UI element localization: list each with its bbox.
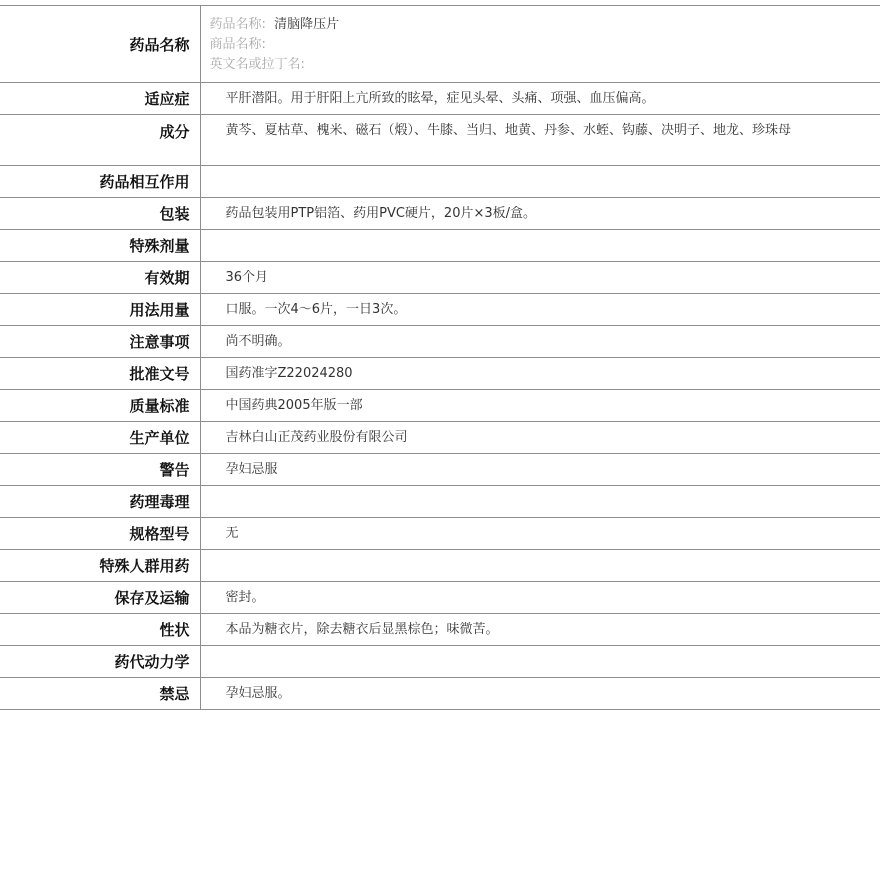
manufacturer-value: 吉林白山正茂药业股份有限公司 (225, 430, 408, 445)
shelf-life-label: 有效期 (0, 262, 200, 294)
row-manufacturer (0, 422, 880, 454)
description-label: 性状 (0, 614, 200, 646)
dosage-value: 口服。一次4～6片，一日3次。 (225, 302, 407, 317)
specification-value: 无 (225, 526, 239, 541)
row-packaging (0, 198, 880, 230)
precautions-label: 注意事项 (0, 326, 200, 358)
row-special-populations (0, 550, 880, 582)
packaging-value: 药品包装用PTP铝箔、药用PVC硬片，20片×3板/盒。 (225, 206, 537, 221)
drug-interactions-label: 药品相互作用 (0, 166, 200, 198)
ingredients-cell (200, 115, 880, 166)
generic-name-line (210, 15, 880, 35)
row-description (0, 614, 880, 646)
dosage-label: 用法用量 (0, 294, 200, 326)
drug-name-label: 药品名称 (0, 6, 200, 83)
contraindications-label: 禁忌 (0, 678, 200, 710)
row-precautions (0, 326, 880, 358)
generic-name-key: 药品名称: (209, 17, 266, 32)
row-specification (0, 518, 880, 550)
row-dosage (0, 294, 880, 326)
indications-value: 平肝潜阳。用于肝阳上亢所致的眩晕，症见头晕、头痛、项强、血压偏高。 (225, 91, 655, 106)
row-shelf-life (0, 262, 880, 294)
row-warning (0, 454, 880, 486)
ingredients-label: 成分 (0, 115, 200, 166)
drug-name-cell (200, 6, 880, 83)
contraindications-value: 孕妇忌服。 (225, 686, 291, 701)
trade-name-key: 商品名称: (209, 37, 266, 52)
row-drug-interactions (0, 166, 880, 198)
shelf-life-value: 36个月 (225, 270, 269, 285)
row-quality-standard (0, 390, 880, 422)
pharmacology-toxicology-value (200, 486, 880, 518)
approval-number-label: 批准文号 (0, 358, 200, 390)
manufacturer-label: 生产单位 (0, 422, 200, 454)
row-contraindications (0, 678, 880, 710)
warning-label: 警告 (0, 454, 200, 486)
english-name-line (210, 55, 880, 75)
packaging-label: 包装 (0, 198, 200, 230)
drug-spec-table (0, 5, 880, 710)
special-populations-value (200, 550, 880, 582)
row-pharmacokinetics (0, 646, 880, 678)
drug-interactions-value (200, 166, 880, 198)
pharmacokinetics-label: 药代动力学 (0, 646, 200, 678)
approval-number-value: 国药准字Z22024280 (225, 366, 353, 381)
precautions-value: 尚不明确。 (225, 334, 291, 349)
special-populations-label: 特殊人群用药 (0, 550, 200, 582)
storage-transport-label: 保存及运输 (0, 582, 200, 614)
row-special-dosage (0, 230, 880, 262)
row-pharmacology-toxicology (0, 486, 880, 518)
storage-transport-value: 密封。 (225, 590, 265, 605)
quality-standard-label: 质量标准 (0, 390, 200, 422)
ingredients-value: 黄芩、夏枯草、槐米、磁石（煅）、牛膝、当归、地黄、丹参、水蛭、钩藤、决明子、地龙、珍珠母 (225, 123, 792, 138)
row-indications (0, 83, 880, 115)
warning-value: 孕妇忌服 (225, 462, 278, 477)
generic-name-value: 清脑降压片 (274, 17, 340, 32)
row-drug-name (0, 6, 880, 83)
special-dosage-label: 特殊剂量 (0, 230, 200, 262)
special-dosage-value (200, 230, 880, 262)
row-approval-number (0, 358, 880, 390)
pharmacology-toxicology-label: 药理毒理 (0, 486, 200, 518)
english-name-key: 英文名或拉丁名: (209, 57, 305, 72)
description-value: 本品为糖衣片，除去糖衣后显黑棕色；味微苦。 (225, 622, 499, 637)
trade-name-line (210, 35, 880, 55)
pharmacokinetics-value (200, 646, 880, 678)
specification-label: 规格型号 (0, 518, 200, 550)
indications-label: 适应症 (0, 83, 200, 115)
row-ingredients (0, 115, 880, 166)
row-storage-transport (0, 582, 880, 614)
quality-standard-value: 中国药典2005年版一部 (225, 398, 363, 413)
